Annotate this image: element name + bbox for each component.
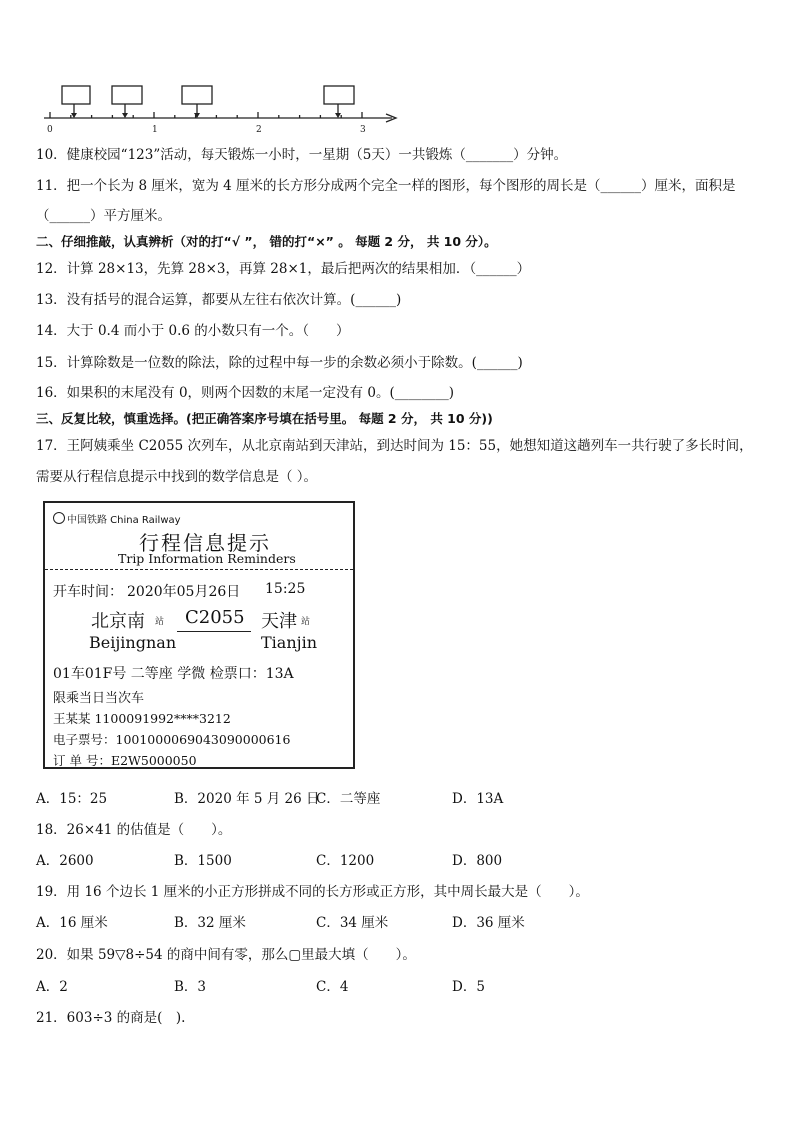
answer-box-4 <box>324 86 354 104</box>
q19-option-d: D．36 厘米 <box>452 915 525 931</box>
q18-option-d: D．800 <box>452 853 503 869</box>
answer-box-3 <box>182 86 212 104</box>
answer-box-1 <box>62 86 90 104</box>
q18-option-c: C．1200 <box>316 853 375 869</box>
question-15: 15．计算除数是一位数的除法，除的过程中每一步的余数必须小于除数。(______) <box>36 355 523 371</box>
q17-option-d: D．13A <box>452 791 504 807</box>
ticket-from-station-mark: 站 <box>155 617 165 627</box>
ticket-from-cn: 北京南 <box>91 611 145 632</box>
question-11-line2: （______）平方厘米。 <box>36 208 171 224</box>
section-2-heading: 二、仔细推敲，认真辨析（对的打“√ ”， 错的打“×” 。 每题 2 分， 共 10 分）。 <box>36 234 497 249</box>
answer-box-2 <box>112 86 142 104</box>
ticket-seat-line: 01车01F号 二等座 学微 检票口：13A <box>53 666 294 682</box>
ticket-title-en: Trip Information Reminders <box>118 551 296 566</box>
q17-option-c: C．二等座 <box>316 791 381 807</box>
question-20: 20．如果 59▽8÷54 的商中间有零，那么▢里最大填（ ）。 <box>36 947 416 963</box>
railway-logo-icon <box>53 512 65 524</box>
section-3-heading: 三、反复比较，慎重选择。(把正确答案序号填在括号里。 每题 2 分， 共 10 分)) <box>36 411 493 426</box>
question-16: 16．如果积的末尾没有 0，则两个因数的末尾一定没有 0。(________) <box>36 385 454 401</box>
ticket-order: 订 单 号：E2W5000050 <box>53 753 197 768</box>
ticket-train-number: C2055 <box>185 607 245 628</box>
question-10: 10．健康校园“123”活动，每天锻炼一小时，一星期（5天）一共锻炼（_______）分钟。 <box>36 147 568 163</box>
q20-option-c: C．4 <box>316 979 349 995</box>
question-12: 12．计算 28×13，先算 28×3，再算 28×1，最后把两次的结果相加．（______） <box>36 261 531 277</box>
q19-option-c: C．34 厘米 <box>316 915 389 931</box>
ticket-date: 2020年05月26日 <box>127 584 241 600</box>
q20-option-d: D．5 <box>452 979 485 995</box>
question-17-line2: 需要从行程信息提示中找到的数学信息是（ ）。 <box>36 469 318 485</box>
number-line-figure <box>40 80 410 140</box>
question-13: 13．没有括号的混合运算，都要从左往右依次计算。(______) <box>36 292 402 308</box>
ticket-eticket: 电子票号：1001000069043090000616 <box>53 732 291 747</box>
q20-option-a: A．2 <box>36 979 68 995</box>
ticket-from-en: Beijingnan <box>89 633 177 652</box>
tick-label-3: 3 <box>360 125 366 135</box>
q17-option-a: A．15：25 <box>36 791 108 807</box>
ticket-train-underline <box>177 631 251 632</box>
ticket-time: 15:25 <box>265 581 306 597</box>
q17-option-b: B．2020 年 5 月 26 日 <box>174 791 320 807</box>
ticket-passenger: 王某某 1100091992****3212 <box>53 711 231 726</box>
question-21: 21．603÷3 的商是( ). <box>36 1010 186 1026</box>
tick-label-0: 0 <box>47 125 53 135</box>
q18-option-b: B．1500 <box>174 853 232 869</box>
tick-label-2: 2 <box>256 125 262 135</box>
question-14: 14．大于 0.4 而小于 0.6 的小数只有一个。（ ） <box>36 323 350 339</box>
ticket-to-en: Tianjin <box>261 633 318 652</box>
ticket-limit: 限乘当日当次车 <box>53 691 145 706</box>
q20-option-b: B．3 <box>174 979 207 995</box>
q19-option-a: A．16 厘米 <box>36 915 108 931</box>
question-17-line1: 17．王阿姨乘坐 C2055 次列车，从北京南站到天津站，到达时间为 15：55，她想知道这趟列车一共行驶了多长时间， <box>36 438 753 454</box>
q18-option-a: A．2600 <box>36 853 94 869</box>
question-11-line1: 11．把一个长为 8 厘米，宽为 4 厘米的长方形分成两个完全一样的图形，每个图形的周长是（______）厘米，面积是 <box>36 178 736 194</box>
ticket-title-cn: 行程信息提示 <box>139 531 271 555</box>
trip-ticket <box>43 501 355 769</box>
tick-label-1: 1 <box>152 125 158 135</box>
q19-option-b: B．32 厘米 <box>174 915 246 931</box>
question-19: 19．用 16 个边长 1 厘米的小正方形拼成不同的长方形或正方形，其中周长最大是（ ）。 <box>36 884 589 900</box>
question-18: 18．26×41 的估值是（ ）。 <box>36 822 232 838</box>
ticket-to-station-mark: 站 <box>301 617 311 627</box>
ticket-brand: 中国铁路 China Railway <box>53 511 181 526</box>
ticket-depart-label: 开车时间： <box>53 584 123 600</box>
ticket-to-cn: 天津 <box>261 611 297 632</box>
ticket-divider <box>45 569 353 570</box>
